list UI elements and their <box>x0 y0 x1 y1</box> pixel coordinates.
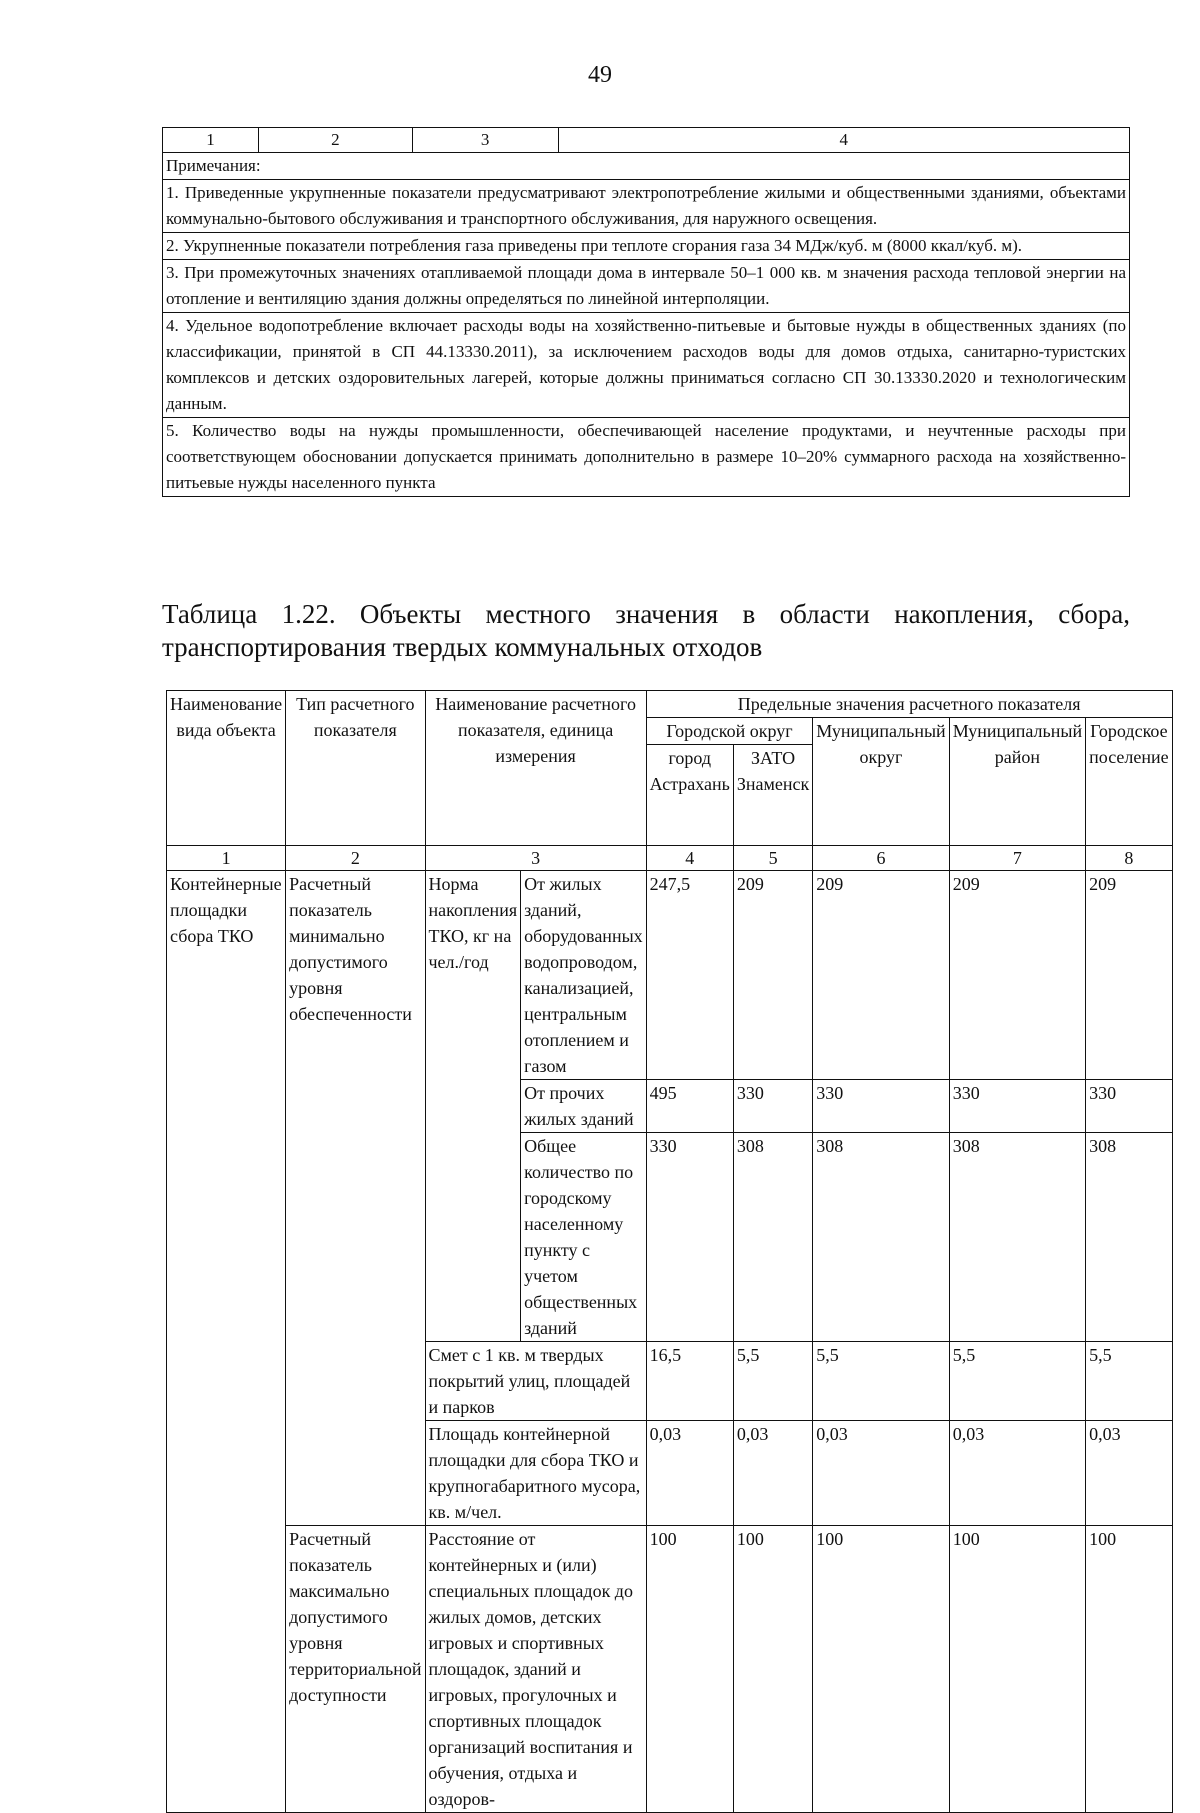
value-cell: 0,03 <box>813 1421 949 1526</box>
header-cell: 1 <box>163 128 259 153</box>
value-cell: 16,5 <box>646 1342 733 1421</box>
note-item: 3. При промежуточных значениях отапливаемой площади дома в интервале 50–1 000 кв. м значения расхода тепловой энергии на отопление и вентиляцию здания должны определяться по линейной интерполяции. <box>163 260 1130 313</box>
value-cell: 100 <box>733 1526 812 1813</box>
note-item: 1. Приведенные укрупненные показатели предусматривают электропотребление жилыми и общественными зданиями, объектами коммунально-бытового обслуживания и транспортного обслуживания, для наружного освещения. <box>163 180 1130 233</box>
value-cell: 308 <box>813 1133 949 1342</box>
column-number: 5 <box>733 846 812 871</box>
column-number: 1 <box>167 846 286 871</box>
value-cell: 0,03 <box>733 1421 812 1526</box>
row-label: Смет с 1 кв. м твердых покрытий улиц, площадей и парков <box>425 1342 646 1421</box>
column-number: 3 <box>425 846 646 871</box>
row-label: От жилых зданий, оборудованных водопроводом, канализацией, центральным отоплением и газом <box>521 871 647 1080</box>
column-number: 8 <box>1086 846 1173 871</box>
value-cell: 209 <box>813 871 949 1080</box>
row-label: От прочих жилых зданий <box>521 1080 647 1133</box>
note-item: 5. Количество воды на нужды промышленности, обеспечивающей население продуктами, и неучтенные расходы при соответствующем обосновании допускается принимать дополнительно в размере 10–20% суммарного расхода на хозяйственно-питьевые нужды населенного пункта <box>163 418 1130 497</box>
indicator-type-min: Расчетный показатель минимально допустимого уровня обеспеченности <box>286 871 425 1526</box>
value-cell: 308 <box>1086 1133 1173 1342</box>
header-municipal-rayon: Муниципальный район <box>949 718 1085 846</box>
value-cell: 100 <box>949 1526 1085 1813</box>
column-number: 6 <box>813 846 949 871</box>
table-caption: Таблица 1.22. Объекты местного значения в области накопления, сбора, транспортирования твердых коммунальных отходов <box>162 599 1130 662</box>
value-cell: 100 <box>646 1526 733 1813</box>
notes-table <box>162 127 1130 497</box>
value-cell: 0,03 <box>646 1421 733 1526</box>
note-item: 2. Укрупненные показатели потребления газа приведены при теплоте сгорания газа 34 МДж/куб. м (8000 ккал/куб. м). <box>163 233 1130 260</box>
header-municipal-okrug: Муниципальный округ <box>813 718 949 846</box>
value-cell: 209 <box>949 871 1085 1080</box>
value-cell: 308 <box>733 1133 812 1342</box>
header-city-settlement: Городское поселение <box>1086 718 1173 846</box>
table-row <box>167 871 1173 1080</box>
value-cell: 209 <box>733 871 812 1080</box>
value-cell: 5,5 <box>1086 1342 1173 1421</box>
column-number: 7 <box>949 846 1085 871</box>
notes-title: Примечания: <box>163 153 1130 180</box>
header-cell: 4 <box>558 128 1129 153</box>
value-cell: 209 <box>1086 871 1173 1080</box>
header-indicator-type: Тип расчетного показателя <box>286 691 425 846</box>
header-limit-values: Предельные значения расчетного показателя <box>646 691 1172 718</box>
row-label: Расстояние от контейнерных и (или) специальных площадок до жилых домов, детских игровых и спортивных площадок, зданий и игровых, прогулочных и спортивных площадок организаций воспитания и обучения, отдыха и оздоров- <box>425 1526 646 1813</box>
value-cell: 495 <box>646 1080 733 1133</box>
column-number: 4 <box>646 846 733 871</box>
value-cell: 5,5 <box>813 1342 949 1421</box>
indicator-type-max: Расчетный показатель максимально допустимого уровня территориальной доступности <box>286 1526 425 1813</box>
value-cell: 308 <box>949 1133 1085 1342</box>
table-row <box>167 1526 1173 1813</box>
row-label: Площадь контейнерной площадки для сбора ТКО и крупногабаритного мусора, кв. м/чел. <box>425 1421 646 1526</box>
page-number: 49 <box>588 62 612 88</box>
header-znamensk: ЗАТО Знаменск <box>733 745 812 846</box>
row-label: Общее количество по городскому населенному пункту с учетом общественных зданий <box>521 1133 647 1342</box>
header-indicator-name: Наименование расчетного показателя, единица измерения <box>425 691 646 846</box>
header-city-district: Городской округ <box>646 718 813 745</box>
value-cell: 100 <box>1086 1526 1173 1813</box>
value-cell: 0,03 <box>1086 1421 1173 1526</box>
norm-label: Норма накопления ТКО, кг на чел./год <box>425 871 521 1342</box>
value-cell: 5,5 <box>733 1342 812 1421</box>
header-astrakhan: город Астрахань <box>646 745 733 846</box>
value-cell: 0,03 <box>949 1421 1085 1526</box>
value-cell: 330 <box>646 1133 733 1342</box>
value-cell: 247,5 <box>646 871 733 1080</box>
header-object-type: Наименование вида объекта <box>167 691 286 846</box>
value-cell: 330 <box>813 1080 949 1133</box>
object-name: Контейнерные площадки сбора ТКО <box>167 871 286 1813</box>
column-number: 2 <box>286 846 425 871</box>
column-numbers-row <box>167 846 1173 871</box>
header-cell: 3 <box>412 128 558 153</box>
notes-table-header <box>163 128 1130 153</box>
value-cell: 100 <box>813 1526 949 1813</box>
value-cell: 330 <box>733 1080 812 1133</box>
note-item: 4. Удельное водопотребление включает расходы воды на хозяйственно-питьевые и бытовые нужды в общественных зданиях (по классификации, принятой в СП 44.13330.2011), за исключением расходов воды для домов отдыха, санитарно-туристских комплексов и детских оздоровительных лагерей, которые должны приниматься согласно СП 30.13330.2020 и технологическим данным. <box>163 313 1130 418</box>
header-cell: 2 <box>258 128 412 153</box>
main-table <box>166 690 1173 1813</box>
value-cell: 330 <box>1086 1080 1173 1133</box>
value-cell: 5,5 <box>949 1342 1085 1421</box>
value-cell: 330 <box>949 1080 1085 1133</box>
